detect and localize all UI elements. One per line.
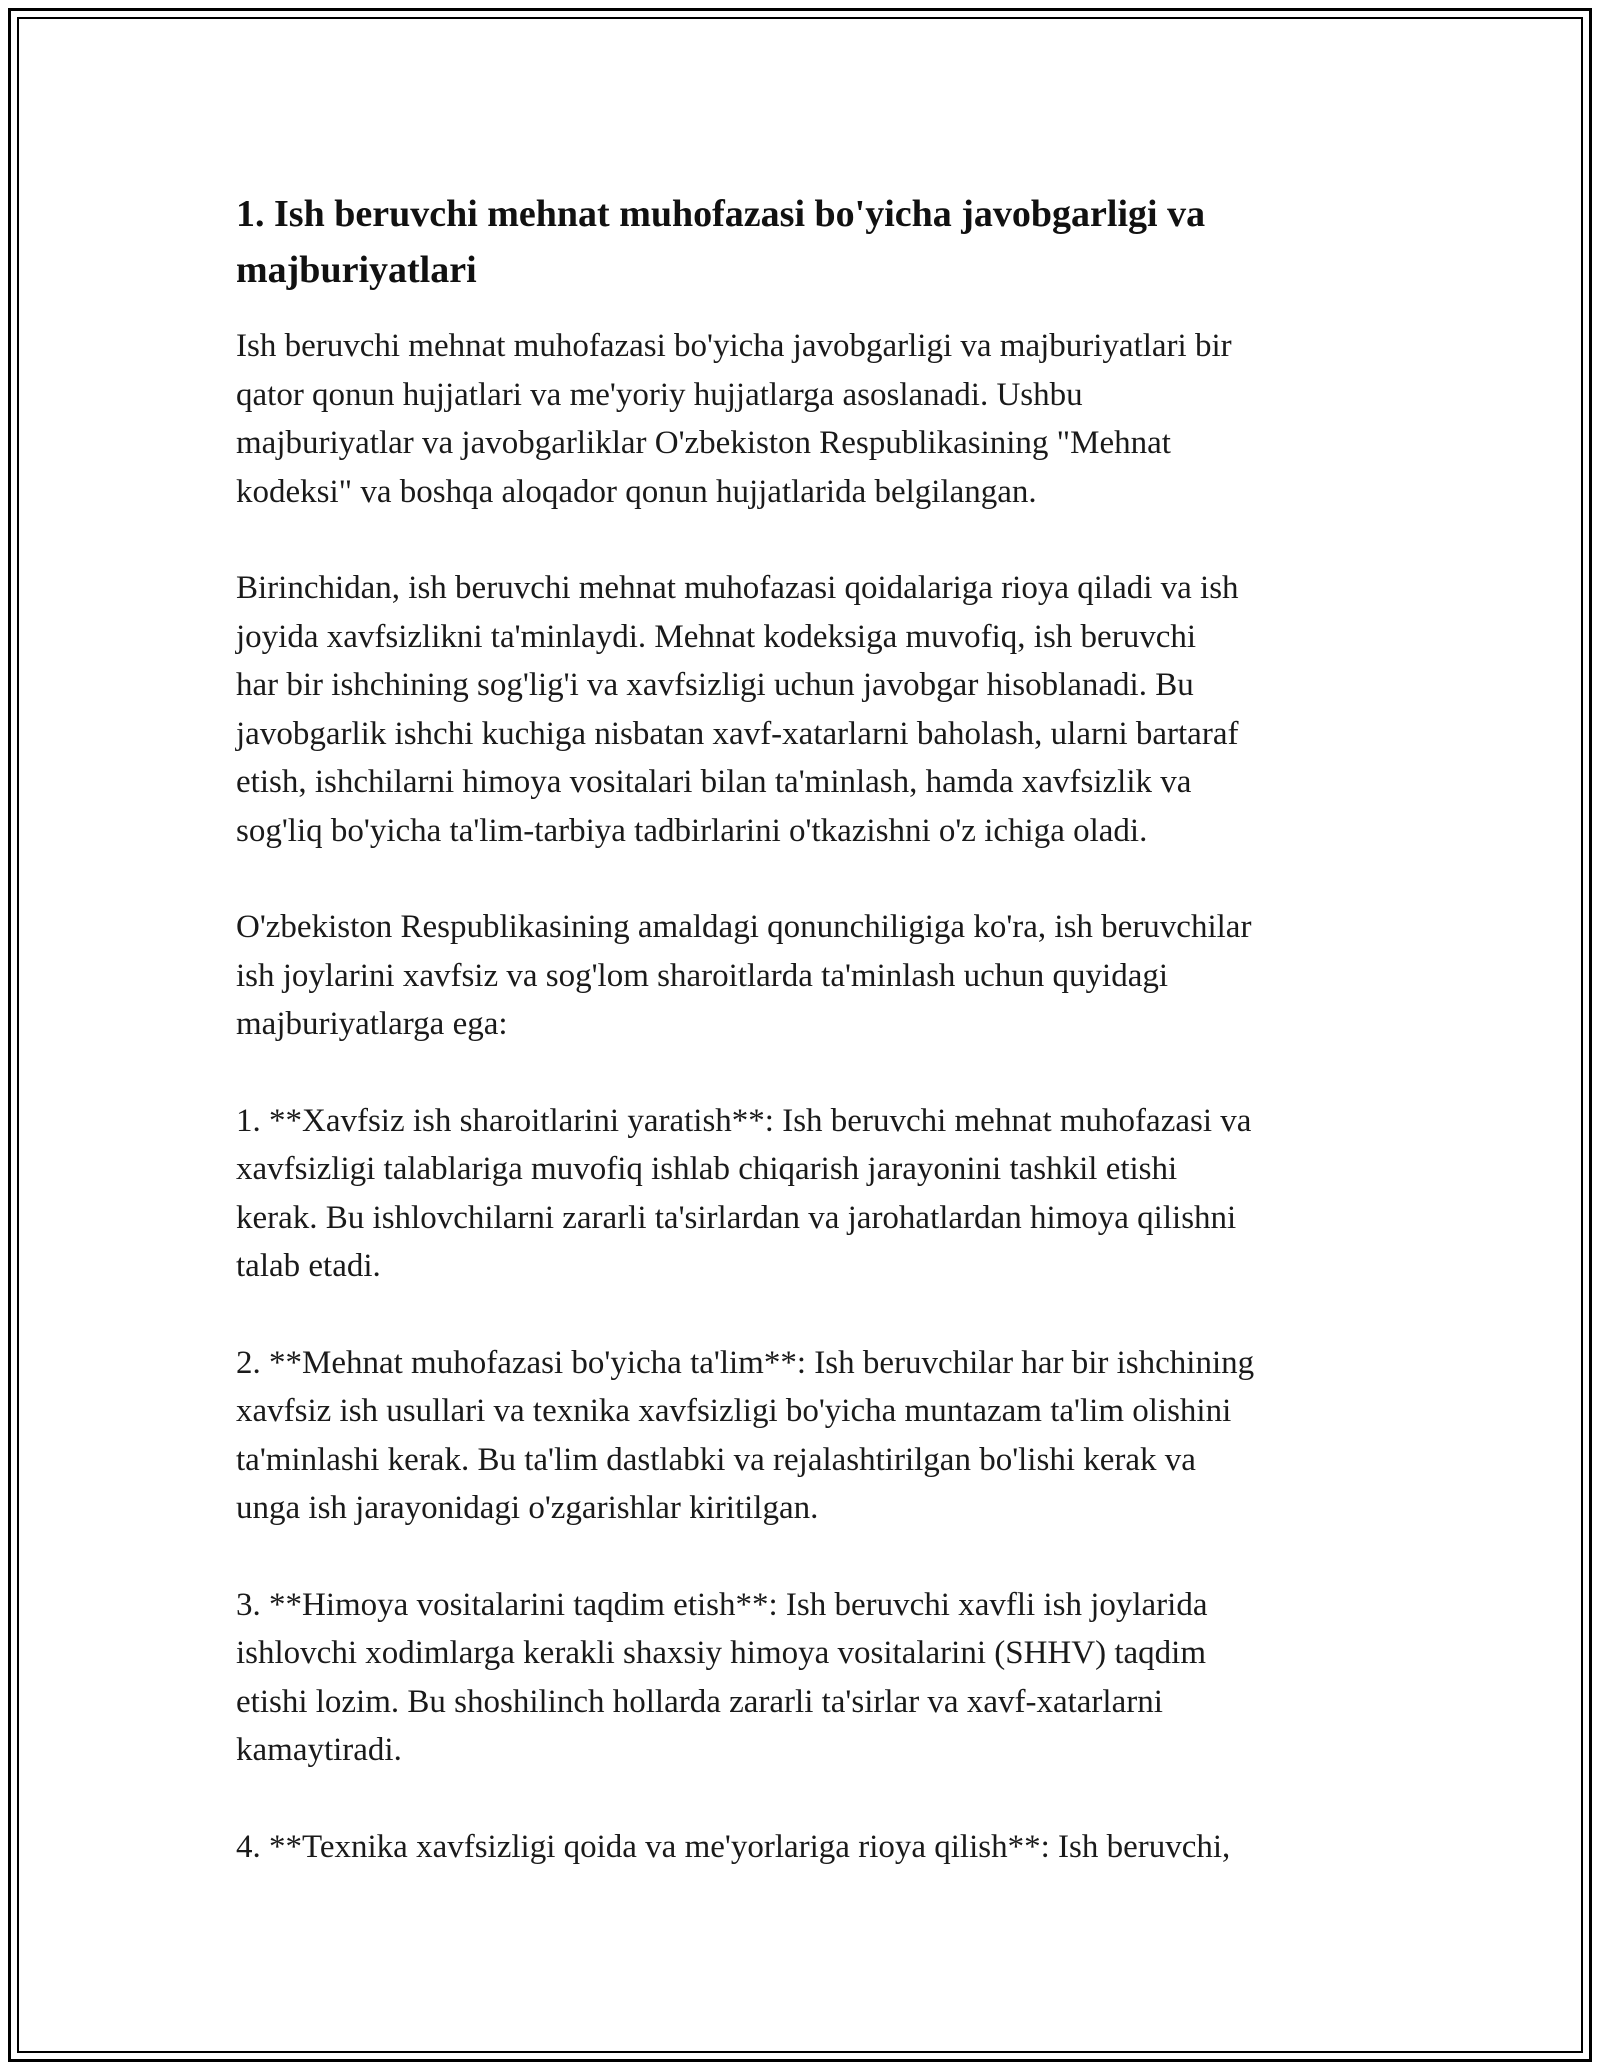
document-body — [236, 186, 1386, 1871]
list-item-protective-equipment: 3. **Himoya vositalarini taqdim etish**: Ish beruvchi xavfli ish joylarida ishlovchi xodimlarga kerakli shaxsiy himoya vositalarini (SHHV) taqdim etishi lozim. Bu shoshilinch hollarda zararli ta'sirlar va xavf-xatarlarni kamaytiradi. — [236, 1586, 1208, 1768]
list-item-safety-training: 2. **Mehnat muhofazasi bo'yicha ta'lim**: Ish beruvchilar har bir ishchining xavfsiz ish usullari va texnika xavfsizligi bo'yicha muntazam ta'lim olishini ta'minlashi kerak. Bu ta'lim dastlabki va rejalashtirilgan bo'lishi kerak va unga ish jarayonidagi o'zgarishlar kiritilgan. — [236, 1344, 1255, 1526]
paragraph-obligations-intro: O'zbekiston Respublikasining amaldagi qonunchiligiga ko'ra, ish beruvchilar ish joylarini xavfsiz va sog'lom sharoitlarda ta'minlash uchun quyidagi majburiyatlarga ega: — [236, 909, 1252, 1042]
list-item-safe-conditions: 1. **Xavfsiz ish sharoitlarini yaratish**: Ish beruvchi mehnat muhofazasi va xavfsizligi talablariga muvofiq ishlab chiqarish jarayonini tashkil etishi kerak. Bu ishlovchilarni zararli ta'sirlardan va jarohatlardan himoya qilishni talab etadi. — [236, 1102, 1252, 1284]
list-item-technical-safety: 4. **Texnika xavfsizligi qoida va me'yorlariga rioya qilish**: Ish beruvchi, — [236, 1828, 1231, 1865]
section-heading: 1. Ish beruvchi mehnat muhofazasi bo'yicha javobgarligi va majburiyatlari — [236, 193, 1206, 291]
paragraph-intro: Ish beruvchi mehnat muhofazasi bo'yicha javobgarligi va majburiyatlari bir qator qonun hujjatlari va me'yoriy hujjatlarga asoslanadi. Ushbu majburiyatlar va javobgarliklar O'zbekiston Respublikasining "Mehnat kodeksi" va boshqa aloqador qonun hujjatlarida belgilangan. — [236, 328, 1232, 510]
paragraph-first-point: Birinchidan, ish beruvchi mehnat muhofazasi qoidalariga rioya qiladi va ish joyida xavfsizlikni ta'minlaydi. Mehnat kodeksiga muvofiq, ish beruvchi har bir ishchining sog'lig'i va xavfsizligi uchun javobgar hisoblanadi. Bu javobgarlik ishchi kuchiga nisbatan xavf-xatarlarni baholash, ularni bartaraf etish, ishchilarni himoya vositalari bilan ta'minlash, hamda xavfsizlik va sog'liq bo'yicha ta'lim-tarbiya tadbirlarini o'tkazishni o'z ichiga oladi. — [236, 570, 1239, 849]
